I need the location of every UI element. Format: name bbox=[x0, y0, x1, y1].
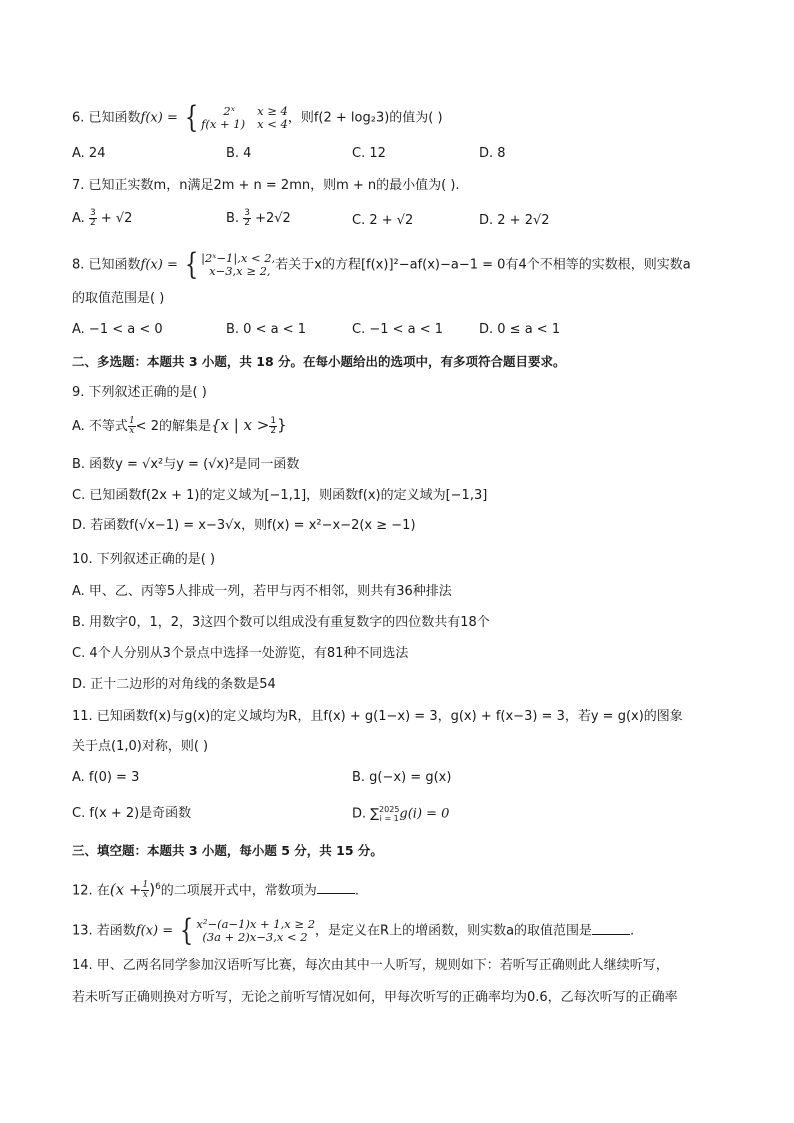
q7-a-post: + √2 bbox=[100, 211, 133, 226]
q8-cases bbox=[201, 252, 275, 278]
q8-stem-c: 的取值范围是( ) bbox=[72, 291, 165, 306]
q9-a-set-num: 1 bbox=[270, 416, 277, 426]
question-14-line2: 若未听写正确则换对方听写，无论之前听写情况如何，甲每次听写的正确率均为0.6，乙每次听写的正确率 bbox=[72, 990, 678, 1005]
q13-end: . bbox=[630, 923, 635, 939]
question-14-line1: 14. 甲、乙两名同学参加汉语听写比赛，每次由其中一人听写，规则如下：若听写正确则此人继续听写， bbox=[72, 958, 669, 973]
q9-a-fraction bbox=[128, 417, 136, 436]
q7-option-d: D. 2 + 2√2 bbox=[479, 213, 550, 228]
q6-case2-expr: f(x + 1) bbox=[201, 117, 246, 131]
q12-answer-blank[interactable] bbox=[317, 881, 355, 894]
q8-stem-a: 8. 已知函数 bbox=[72, 257, 141, 273]
q8-case1: |2ˣ−1|,x < 2, bbox=[201, 251, 276, 265]
q8-fx: f(x) = bbox=[140, 257, 178, 273]
q12-expr-a: (x + bbox=[109, 880, 142, 899]
q12-expr-b: ) bbox=[149, 880, 156, 899]
q7-b-label: B. bbox=[226, 211, 240, 226]
q12-post: 的二项展开式中，常数项为 bbox=[160, 883, 317, 899]
q7-a-num: 3 bbox=[89, 208, 96, 218]
q11-option-c: C. f(x + 2)是奇函数 bbox=[72, 806, 192, 821]
q13-case2: (3a + 2)x−3,x < 2 bbox=[202, 930, 308, 944]
q6-case1-cond: x ≥ 4 bbox=[257, 104, 288, 118]
q11-option-a: A. f(0) = 3 bbox=[72, 770, 140, 785]
q13-post: ，是定义在R上的增函数，则实数a的取值范围是 bbox=[315, 923, 593, 939]
q6-case2-cond: x < 4 bbox=[257, 117, 288, 131]
q6-option-c: C. 12 bbox=[352, 146, 386, 161]
q9-a-set-den: 2 bbox=[270, 426, 277, 436]
q12-pre: 12. 在 bbox=[72, 883, 110, 899]
q6-fx: f(x) = bbox=[140, 110, 178, 126]
q11-d-bot: i = 1 bbox=[379, 814, 399, 823]
q13-answer-blank[interactable] bbox=[592, 922, 630, 935]
question-11-line1: 11. 已知函数f(x)与g(x)的定义域均为R，且f(x) + g(1−x) = 3，g(x) + f(x−3) = 3，若y = g(x)的图象 bbox=[72, 709, 683, 724]
section-2-heading: 二、多选题：本题共 3 小题，共 18 分。在每小题给出的选项中，有多项符合题目要求。 bbox=[72, 354, 566, 369]
q11-d-sum: D. ∑ bbox=[352, 806, 380, 822]
q7-b-fraction bbox=[243, 209, 251, 228]
q9-option-b: B. 函数y = √x²与y = (√x)²是同一函数 bbox=[72, 457, 300, 472]
question-13 bbox=[72, 913, 635, 948]
q6-stem-a: 6. 已知函数 bbox=[72, 110, 141, 126]
q6-stem-b: ，则f(2 + log₂3)的值为( ) bbox=[287, 110, 443, 126]
q12-den: x bbox=[142, 890, 148, 901]
q8-option-b: B. 0 < a < 1 bbox=[226, 322, 307, 337]
q6-option-b: B. 4 bbox=[226, 146, 252, 161]
q13-case1: x²−(a−1)x + 1,x ≥ 2 bbox=[196, 917, 316, 931]
question-6 bbox=[72, 100, 443, 135]
q11-option-b: B. g(−x) = g(x) bbox=[352, 770, 452, 785]
q7-b-num: 3 bbox=[244, 208, 250, 218]
q11-d-top: 2025 bbox=[379, 805, 400, 814]
q7-b-den: 2 bbox=[244, 218, 250, 228]
q6-cases bbox=[201, 105, 288, 131]
q9-a-den: x bbox=[129, 426, 135, 436]
q10-option-c: C. 4个人分别从3个景点中选择一处游览，有81种不同选法 bbox=[72, 646, 409, 661]
q9-a-set-close: } bbox=[277, 416, 287, 434]
q6-brace: { bbox=[184, 100, 199, 135]
q9-a-set-fraction bbox=[269, 417, 277, 436]
q7-option-a bbox=[72, 209, 132, 228]
q8-option-d: D. 0 ≤ a < 1 bbox=[479, 322, 561, 337]
q10-option-b: B. 用数字0，1，2，3这四个数可以组成没有重复数字的四位数共有18个 bbox=[72, 615, 490, 630]
q8-option-c: C. −1 < a < 1 bbox=[352, 322, 444, 337]
q7-b-post: +2√2 bbox=[255, 211, 291, 226]
question-11-line2: 关于点(1,0)对称，则( ) bbox=[72, 739, 209, 754]
q13-cases bbox=[196, 918, 315, 944]
question-10: 10. 下列叙述正确的是( ) bbox=[72, 552, 216, 567]
q8-option-a: A. −1 < a < 0 bbox=[72, 322, 163, 337]
q11-option-d bbox=[352, 805, 449, 824]
q9-a-pre: A. 不等式 bbox=[72, 419, 128, 434]
q9-option-d: D. 若函数f(√x−1) = x−3√x，则f(x) = x²−x−2(x ≥ −1) bbox=[72, 518, 416, 533]
q8-brace: { bbox=[184, 247, 199, 282]
q10-option-d: D. 正十二边形的对角线的条数是54 bbox=[72, 677, 276, 692]
question-7: 7. 已知正实数m，n满足2m + n = 2mn，则m + n的最小值为( ). bbox=[72, 178, 460, 193]
section-3-heading: 三、填空题：本题共 3 小题，每小题 5 分，共 15 分。 bbox=[72, 843, 383, 858]
q13-pre: 13. 若函数 bbox=[72, 923, 136, 939]
q6-option-d: D. 8 bbox=[479, 146, 506, 161]
question-9: 9. 下列叙述正确的是( ) bbox=[72, 385, 207, 400]
question-8 bbox=[72, 247, 691, 282]
q11-d-post: g(i) = 0 bbox=[399, 806, 450, 822]
q9-option-c: C. 已知函数f(2x + 1)的定义域为[−1,1]，则函数f(x)的定义域为[−1,3] bbox=[72, 488, 488, 503]
q6-case1-expr: 2ˣ bbox=[223, 104, 235, 118]
q7-option-c: C. 2 + √2 bbox=[352, 213, 414, 228]
q13-brace: { bbox=[180, 913, 194, 948]
q12-num: 1 bbox=[142, 880, 149, 891]
q7-a-fraction bbox=[89, 209, 97, 228]
q9-a-num: 1 bbox=[128, 416, 135, 426]
q6-option-a: A. 24 bbox=[72, 146, 106, 161]
q13-fx: f(x) = bbox=[135, 923, 174, 939]
q9-a-set: {x | x > bbox=[210, 416, 270, 434]
q7-a-den: 2 bbox=[89, 218, 96, 228]
q8-stem-b: 若关于x的方程[f(x)]²−af(x)−a−1 = 0有4个不相等的实数根，则实数a bbox=[275, 257, 691, 273]
q7-option-b bbox=[226, 209, 291, 228]
q9-a-mid: < 2的解集是 bbox=[135, 419, 211, 434]
q8-case2: x−3,x ≥ 2, bbox=[209, 264, 271, 278]
q9-option-a bbox=[72, 416, 287, 436]
question-12 bbox=[72, 878, 359, 900]
q12-exponent: 6 bbox=[155, 882, 161, 892]
q12-end: . bbox=[354, 883, 359, 899]
q11-d-limits bbox=[379, 805, 399, 823]
q10-option-a: A. 甲、乙、丙等5人排成一列，若甲与丙不相邻，则共有36种排法 bbox=[72, 584, 452, 599]
q7-a-label: A. bbox=[72, 211, 85, 226]
